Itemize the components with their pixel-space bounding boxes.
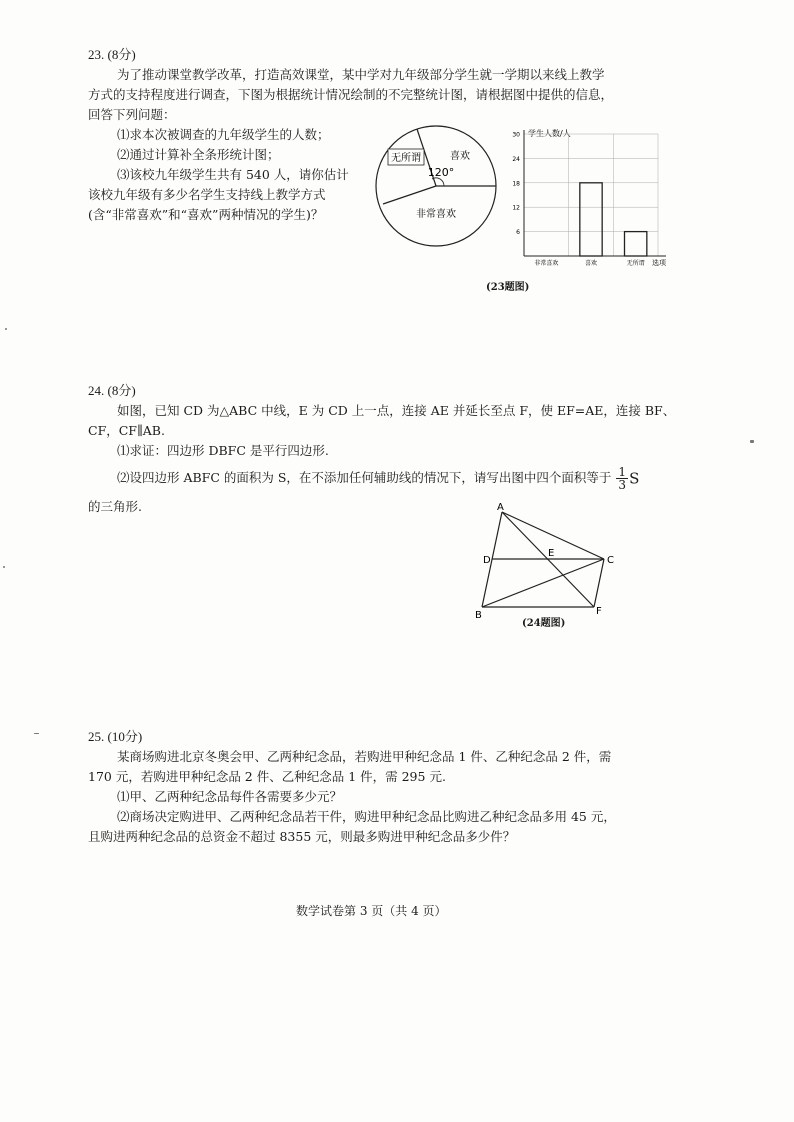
q23-sub3a: ⑶该校九年级学生共有 540 人，请你估计	[117, 167, 349, 182]
pie-radius-left	[383, 186, 436, 204]
pie-label-like: 喜欢	[450, 151, 470, 162]
bar-3	[625, 232, 647, 256]
q23-sub1: ⑴求本次被调查的九年级学生的人数；	[117, 127, 330, 142]
q25-header: 25. (10分)	[88, 729, 143, 744]
scan-speck	[750, 440, 754, 443]
q25-line1: 某商场购进北京冬奥会甲、乙两种纪念品，若购进甲种纪念品 1 件、乙种纪念品 2 件，需	[117, 749, 612, 764]
point-label-F: F	[596, 606, 602, 617]
q23-header: 23. (8分)	[88, 47, 136, 62]
q23-intro-line3: 回答下列问题：	[88, 107, 176, 122]
bar-category-label: 非常喜欢	[534, 260, 559, 267]
bar-category-label: 无所谓	[626, 260, 645, 267]
point-label-E: E	[548, 548, 555, 559]
bar-chart	[502, 122, 672, 272]
fraction-denominator: 3	[618, 478, 627, 492]
q23-sub2: ⑵通过计算补全条形统计图；	[117, 147, 280, 162]
scan-speck	[34, 733, 39, 734]
fraction-one-third	[616, 466, 628, 491]
q24-sub1: ⑴求证：四边形 DBFC 是平行四边形.	[117, 443, 329, 458]
q24-sub2-text: ⑵设四边形 ABFC 的面积为 S，在不添加任何辅助线的情况下，请写出图中四个面积等于	[117, 470, 612, 485]
segment-CF	[594, 559, 604, 607]
bar-y-tick-label: 18	[512, 180, 520, 188]
scan-speck	[5, 328, 7, 330]
q24-line1: 如图，已知 CD 为△ABC 中线，E 为 CD 上一点，连接 AE 并延长至点 F，使 EF=AE，连接 BF、	[117, 403, 676, 418]
fraction-variable: S	[629, 469, 640, 488]
bar-y-tick-label: 24	[512, 155, 520, 163]
bar-y-tick-label: 6	[516, 229, 520, 237]
bar-2	[580, 183, 602, 256]
segment-BC	[482, 559, 604, 607]
point-label-C: C	[607, 555, 614, 566]
q25-line2: 170 元，若购进甲种纪念品 2 件、乙种纪念品 1 件，需 295 元.	[88, 769, 446, 784]
point-label-D: D	[483, 555, 491, 566]
q25-sub2a: ⑵商场决定购进甲、乙两种纪念品若干件，购进甲种纪念品比购进乙种纪念品多用 45 元，	[117, 809, 616, 824]
q23-intro-line1: 为了推动课堂教学改革，打造高效课堂，某中学对九年级部分学生就一学期以来线上教学	[117, 67, 605, 82]
q23-sub3b: 该校九年级有多少名学生支持线上教学方式	[88, 187, 326, 202]
q23-intro-line2: 方式的支持程度进行调查，下图为根据统计情况绘制的不完整统计图，请根据图中提供的信息，	[88, 87, 614, 102]
q23-caption: (23题图)	[486, 282, 530, 293]
q24-caption: (24题图)	[522, 618, 566, 629]
pie-chart	[372, 116, 512, 266]
bar-y-tick-label: 12	[512, 204, 520, 212]
pie-angle-label: 120°	[427, 166, 455, 179]
bar-category-label: 喜欢	[584, 260, 598, 267]
point-label-B: B	[475, 610, 482, 621]
q24-line2: CF，CF∥AB.	[88, 423, 165, 438]
q24-header: 24. (8分)	[88, 383, 136, 398]
q23-sub3c: (含“非常喜欢”和“喜欢”两种情况的学生)？	[88, 207, 324, 222]
q25-sub1: ⑴甲、乙两种纪念品每件各需要多少元？	[117, 789, 343, 804]
scan-speck	[3, 566, 5, 568]
q24-sub2b: 的三角形.	[88, 499, 142, 514]
fraction-numerator: 1	[618, 465, 627, 479]
q24-sub2	[117, 466, 639, 491]
bar-ylabel: 学生人数/人	[528, 129, 571, 138]
page-footer: 数学试卷第 3 页（共 4 页）	[296, 904, 447, 918]
geometry-figure	[470, 498, 630, 628]
pie-label-very-like: 非常喜欢	[416, 209, 456, 220]
q25-sub2b: 且购进两种纪念品的总资金不超过 8355 元，则最多购进甲种纪念品多少件？	[88, 829, 516, 844]
pie-label-indifferent: 无所谓	[391, 153, 421, 164]
point-label-A: A	[497, 502, 504, 513]
bar-y-tick-label: 30	[512, 131, 520, 139]
bar-xlabel: 选项	[652, 259, 666, 267]
